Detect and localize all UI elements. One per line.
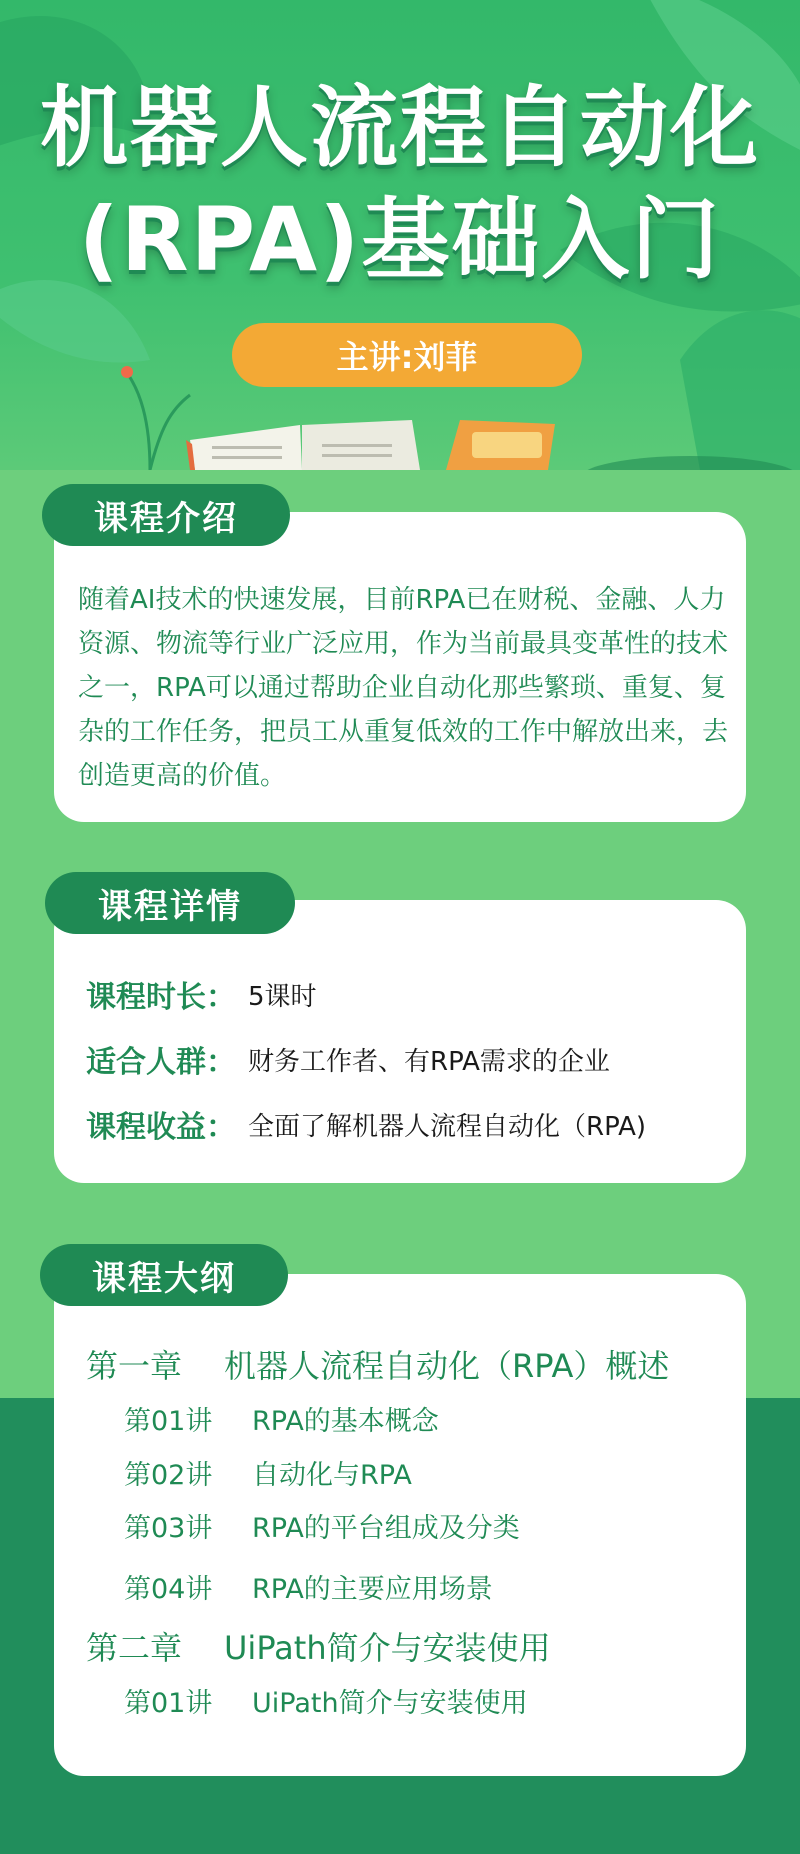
lesson-title: 自动化与RPA — [252, 1459, 412, 1491]
detail-row-duration — [86, 974, 317, 1014]
detail-row-benefit — [86, 1104, 646, 1144]
chapter-item — [86, 1624, 551, 1668]
page-title-line2: (RPA)基础入门 — [78, 188, 722, 291]
lesson-item — [124, 1566, 493, 1606]
speaker-badge: 主讲:刘菲 — [232, 323, 582, 387]
detail-value: 全面了解机器人流程自动化（RPA) — [248, 1111, 647, 1142]
chapter-number: 第二章 — [86, 1629, 183, 1667]
detail-value: 财务工作者、有RPA需求的企业 — [248, 1046, 610, 1077]
lesson-item — [124, 1505, 520, 1545]
lesson-title: RPA的基本概念 — [252, 1405, 439, 1437]
detail-value: 5课时 — [248, 981, 317, 1012]
detail-label: 课程收益： — [86, 1110, 236, 1145]
page-title-line1: 机器人流程自动化 — [39, 76, 760, 179]
chapter-title: UiPath简介与安装使用 — [224, 1629, 551, 1667]
lesson-title: UiPath简介与安装使用 — [252, 1687, 528, 1719]
lesson-title: RPA的主要应用场景 — [252, 1573, 493, 1605]
detail-row-audience — [86, 1039, 610, 1079]
intro-section-heading: 课程介绍 — [42, 484, 290, 546]
detail-label: 课程时长： — [86, 980, 236, 1015]
outline-section-heading: 课程大纲 — [40, 1244, 288, 1306]
details-section-heading: 课程详情 — [45, 872, 295, 934]
chapter-title: 机器人流程自动化（RPA）概述 — [224, 1347, 670, 1385]
lesson-number: 第03讲 — [124, 1512, 213, 1544]
lesson-number: 第02讲 — [124, 1459, 213, 1491]
lesson-item — [124, 1452, 412, 1492]
lesson-number: 第01讲 — [124, 1687, 213, 1719]
lesson-title: RPA的平台组成及分类 — [252, 1512, 520, 1544]
lesson-item — [124, 1680, 528, 1720]
lesson-number: 第01讲 — [124, 1405, 213, 1437]
intro-text: 随着AI技术的快速发展，目前RPA已在财税、金融、人力资源、物流等行业广泛应用，作为当前最具变革性的技术之一，RPA可以通过帮助企业自动化那些繁琐、重复、复杂的工作任务，把员工从重复低效的工作中解放出来，去创造更高的价值。 — [78, 585, 729, 791]
lesson-number: 第04讲 — [124, 1573, 213, 1605]
lesson-item — [124, 1398, 439, 1438]
detail-label: 适合人群： — [86, 1045, 236, 1080]
chapter-item — [86, 1342, 669, 1386]
chapter-number: 第一章 — [86, 1347, 183, 1385]
